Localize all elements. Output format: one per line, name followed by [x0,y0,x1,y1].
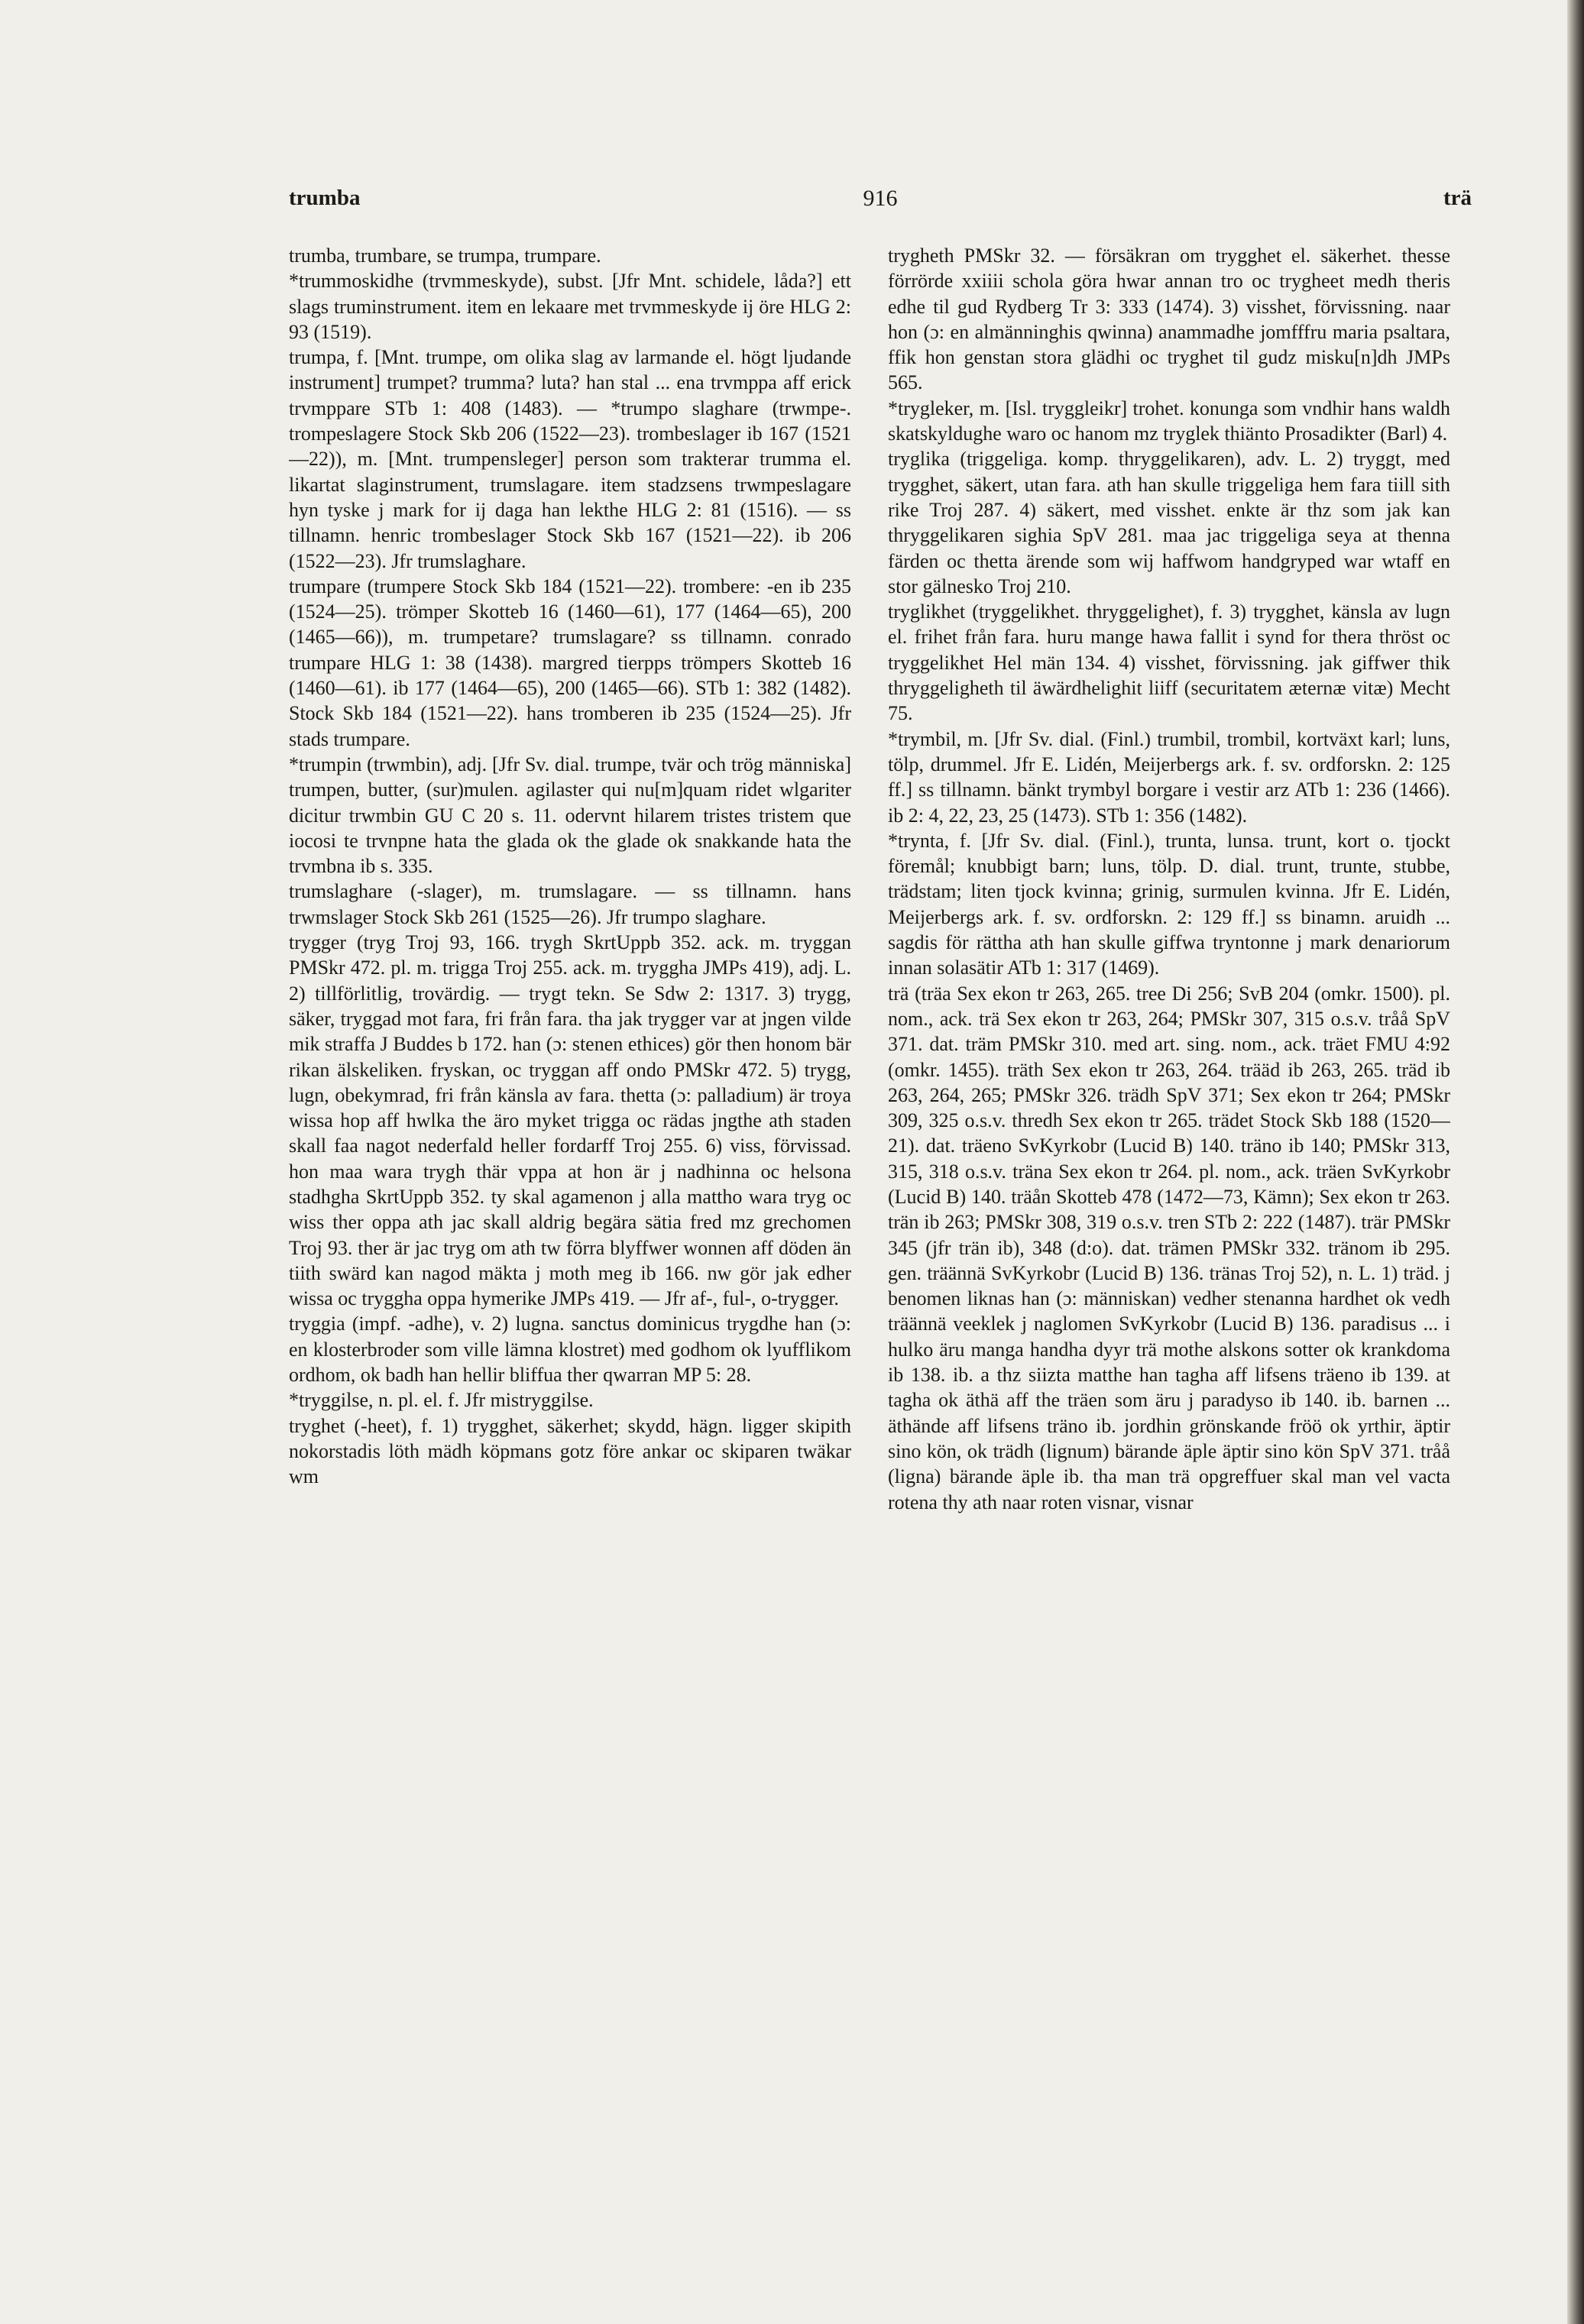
dictionary-entry: tryghet (-heet), f. 1) trygghet, säkerhet; skydd, hägn. ligger skipith nokorstadis löth mädh köpmans gotz före ankar oc skiparen twäkar wm [289,1414,851,1488]
dictionary-columns [289,243,1475,2076]
running-head-right-word: trä [1443,186,1472,210]
dictionary-entry: trumpare (trumpere Stock Skb 184 (1521—22). trombere: -en ib 235 (1524—25). trömper Skotteb 16 (1460—61), 177 (1464—65), 200 (1465—66)), m. trumpetare? trumslagare? ss tillnamn. conrado trumpare HLG 1: 38 (1438). margred tierpps trömpers Skotteb 16 (1460—61). ib 177 (1464—65), 200 (1465—66). STb 1: 382 (1482). Stock Skb 184 (1521—22). hans tromberen ib 235 (1524—25). Jfr stads trumpare. [289,575,851,750]
right-column [888,243,1450,2076]
dictionary-entry: trumba, trumbare, se trumpa, trumpare. [289,244,601,267]
dictionary-entry: *trumpin (trwmbin), adj. [Jfr Sv. dial. trumpe, tvär och trög människa] trumpen, butter, (sur)mulen. agilaster qui nu[m]quam ridet wlgariter dicitur trwmbin GU C 20 s. 11. odervnt hilarem tristes tristem que iocosi te trvnpne hata the glada ok the glade ok snakkande hata the trvmbna ib s. 335. [289,753,851,878]
running-head [289,186,1472,216]
dictionary-entry: trumslaghare (-slager), m. trumslagare. — ss tillnamn. hans trwmslager Stock Skb 261 (1525—26). Jfr trumpo slaghare. [289,880,851,928]
dictionary-entry: trygger (tryg Troj 93, 166. trygh SkrtUppb 352. ack. m. tryggan PMSkr 472. pl. m. trigga Troj 255. ack. m. tryggha JMPs 419), adj. L. 2) tillförlitlig, trovärdig. — trygt tekn. Se Sdw 2: 1317. 3) trygg, säker, tryggad mot fara, fri från fara. tha jak trygger var at jngen vilde mik straffa J Buddes b 172. han (ɔ: stenen ethices) gör then honom bär rikan älskeliken. fryskan, oc tryggan aff ondo PMSkr 472. 5) trygg, lugn, obekymrad, fri från känsla av fara. thetta (ɔ: palladium) är troya wissa hop aff hwlka the äro myket trigga oc rädas jngthe ath staden skall faa nagot nederfald heller fordarff Troj 255. 6) viss, förvissad. hon maa wara trygh thär vppa at hon är j nadhinna oc helsona stadhgha SkrtUppb 352. ty skal agamenon j alla mattho wara tryg oc wiss ther oppa ath jac skall aldrig begära sätia fred mz grechomen Troj 93. ther är jac tryg om ath tw förra blyffwer wonnen aff döden än tiith swärd kan nagod mäkta j moth meg ib 166. nw gör jak edher wissa oc tryggha oppa hymerike JMPs 419. — Jfr af-, ful-, o-trygger. [289,931,851,1310]
dictionary-entry: trä (träa Sex ekon tr 263, 265. tree Di 256; SvB 204 (omkr. 1500). pl. nom., ack. trä Sex ekon tr 263, 264; PMSkr 307, 315 o.s.v. tråå SpV 371. dat. träm PMSkr 310. med art. sing. nom., ack. träet FMU 4:92 (omkr. 1455). träth Sex ekon tr 263, 264. trääd ib 263, 265. träd ib 263, 264, 265; PMSkr 326. trädh SpV 371; Sex ekon tr 264; PMSkr 309, 325 o.s.v. thredh Sex ekon tr 265. trädet Stock Skb 188 (1520—21). dat. träeno SvKyrkobr (Lucid B) 140. träno ib 140; PMSkr 313, 315, 318 o.s.v. träna Sex ekon tr 264. pl. nom., ack. träen SvKyrkobr (Lucid B) 140. träån Skotteb 478 (1472—73, Kämn); Sex ekon tr 263. trän ib 263; PMSkr 308, 319 o.s.v. tren STb 2: 222 (1487). trär PMSkr 345 (jfr trän ib), 348 (d:o). dat. trämen PMSkr 332. tränom ib 295. gen. träännä SvKyrkobr (Lucid B) 136. tränas Troj 52), n. L. 1) träd. j benomen liknas han (ɔ: människan) vedher stenanna hardhet ok vedh träännä veeklek j naglomen SvKyrkobr (Lucid B) 136. paradisus ... i hulko äru manga handha dyyr trä mothe alskons sotter ok krankdoma ib 138. ib. a thz siizta matthe han tagha aff lifsens träeno ib 139. at tagha ok äthä aff the träen som äru j paradyso ib 140. ib. barnen ... äthände aff lifsens träno ib. jordhin grönskande fröö ok yrthir, äptir sino kön, ok trädh (lignum) bärande äple äptir sino kön SpV 371. tråå (ligna) bärande äple ib. tha man trä opgreffuer skal man vel vacta rotena thy ath naar roten visnar, visnar [888,982,1450,1513]
page-number: 916 [863,186,898,211]
dictionary-entry: trumpa, f. [Mnt. trumpe, om olika slag av larmande el. högt ljudande instrument] trumpet? trumma? luta? han stal ... ena trvmppa aff erick trvmppare STb 1: 408 (1483). — *trumpo slaghare (trwmpe-. trompeslagere Stock Skb 206 (1522—23). trombeslager ib 167 (1521—22)), m. [Mnt. trumpensleger] person som trakterar trumma el. likartat slaginstrument, trumslagare. item stadzsens trwmpeslagare hyn tyske j mark for ij daga han lekthe HLG 2: 81 (1516). — ss tillnamn. henric trombeslager Stock Skb 167 (1521—22). ib 206 (1522—23). Jfr trumslaghare. [289,346,851,572]
running-head-left-word: trumba [289,186,361,210]
dictionary-entry: *trummoskidhe (trvmmeskyde), subst. [Jfr Mnt. schidele, låda?] ett slags truminstrument. item en lekaare met trvmmeskyde ij öre HLG 2: 93 (1519). [289,270,851,343]
page-edge-shadow [1567,0,1584,2324]
dictionary-entry: trygheth PMSkr 32. — försäkran om trygghet el. säkerhet. thesse förrörde xxiiii schola göra hwar annan tro oc trygheet medh theris edhe til gud Rydberg Tr 3: 333 (1474). 3) visshet, förvissning. naar hon (ɔ: en almänninghis qwinna) anammadhe jomfffru maria psaltara, ffik hon genstan stora glädhi oc tryghet til gudz misku[n]dh JMPs 565. [888,244,1450,394]
dictionary-entry: *trynta, f. [Jfr Sv. dial. (Finl.), trunta, lunsa. trunt, kort o. tjockt föremål; knubbigt barn; luns, tölp. D. dial. trunt, trunte, stubbe, trädstam; liten tjock kvinna; grinig, surmulen kvinna. Jfr E. Lidén, Meijerbergs ark. f. sv. ordforskn. 2: 129 ff.] ss binamn. aruidh ... sagdis för rättha ath han skulle giffwa tryntonne j mark denariorum innan solasätir ATb 1: 317 (1469). [888,829,1450,979]
dictionary-entry: *trymbil, m. [Jfr Sv. dial. (Finl.) trumbil, trombil, kortväxt karl; luns, tölp, drummel. Jfr E. Lidén, Meijerbergs ark. f. sv. ordforskn. 2: 125 ff.] ss tillnamn. bänkt trymbyl borgare i vestir arz ATb 1: 236 (1466). ib 2: 4, 22, 23, 25 (1473). STb 1: 356 (1482). [888,727,1450,827]
dictionary-entry: tryglikhet (tryggelikhet. thryggelighet), f. 3) trygghet, känsla av lugn el. frihet från fara. huru mange hawa fallit i synd for thera thröst oc tryggelikhet Hel män 134. 4) visshet, förvissning. jak giffwer thik thryggeligheth til äwärdhelighit liiff (securitatem æternæ vitæ) Mecht 75. [888,600,1450,725]
dictionary-entry: tryglika (triggeliga. komp. thryggelikaren), adv. L. 2) tryggt, med trygghet, säkert, utan fara. ath han skulle triggeliga hem fara tiill sith rike Troj 287. 4) säkert, med visshet. enkte är thz som jak kan thryggelikaren sighia SpV 281. maa jac triggeliga seya at thenna färden oc thetta ärende som wij haffwom handgryped war wtaff en stor gälnesko Troj 210. [888,448,1450,597]
left-column [289,243,851,2076]
dictionary-entry: *tryggilse, n. pl. el. f. Jfr mistryggilse. [289,1389,594,1412]
dictionary-entry: *trygleker, m. [Isl. tryggleikr] trohet. konunga som vndhir hans waldh skatskyldughe waro oc hanom mz tryglek thiänto Prosadikter (Barl) 4. [888,397,1450,445]
dictionary-entry: tryggia (impf. -adhe), v. 2) lugna. sanctus dominicus trygdhe han (ɔ: en klosterbroder som ville lämna klostret) med godhom ok lyufflikom ordhom, ok badh han hellir bliffua ther qwarran MP 5: 28. [289,1313,851,1387]
